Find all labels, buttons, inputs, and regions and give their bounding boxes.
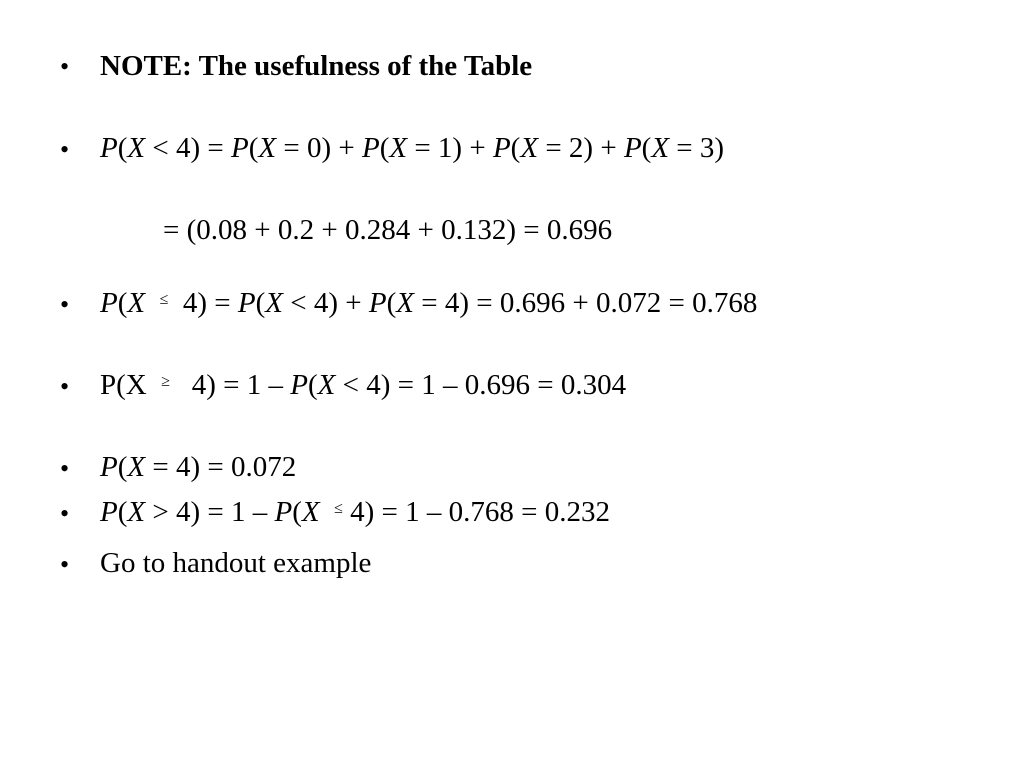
leq-symbol: ≤ [159, 291, 169, 308]
math-p: P [361, 132, 380, 164]
math-x: X [258, 132, 277, 164]
math-x: X [265, 287, 284, 319]
math-text: ( [292, 496, 302, 528]
math-text: ( [510, 132, 521, 164]
math-x: X [301, 496, 320, 528]
slide-line-p-geq-4 [100, 371, 626, 400]
slide-line-p-eq-4 [100, 453, 296, 482]
math-p: P [623, 132, 642, 164]
math-p: P [237, 287, 256, 319]
math-x: X [127, 496, 146, 528]
math-x: X [396, 287, 414, 319]
math-x: X [389, 132, 408, 164]
bullet-marker: • [60, 372, 70, 401]
bullet-marker: • [60, 550, 70, 579]
math-text: = 2) + [538, 132, 624, 164]
math-text: ( [117, 496, 128, 528]
math-text: > 4) = 1 – [145, 496, 275, 528]
math-x: X [127, 287, 146, 319]
math-p: P [274, 496, 293, 528]
slide-line-handout [100, 549, 371, 578]
math-text: 4) = [182, 287, 238, 319]
math-text: ( [248, 132, 259, 164]
bullet-marker: • [60, 52, 70, 81]
math-text: ( [117, 287, 128, 319]
bullet-marker: • [60, 454, 70, 483]
slide-line-note [100, 52, 532, 81]
math-text: P(X [100, 369, 147, 401]
slide-line-p-less-than-4 [100, 134, 724, 163]
math-p: P [100, 287, 118, 319]
math-x: X [127, 451, 146, 483]
math-text: = 4) = 0.072 [145, 451, 297, 483]
math-text: 4) = 1 – 0.768 = 0.232 [350, 496, 610, 528]
math-p: P [290, 369, 308, 401]
slide-line-p-leq-4 [100, 289, 757, 318]
bullet-marker: • [60, 290, 70, 319]
math-text: = 0) + [276, 132, 362, 164]
math-text: ( [386, 287, 397, 319]
math-p: P [492, 132, 511, 164]
math-text: = 1) + [407, 132, 493, 164]
leq-symbol: ≤ [334, 500, 343, 517]
math-p: P [100, 132, 118, 164]
math-x: X [651, 132, 670, 164]
note-heading: NOTE: The usefulness of the Table [100, 50, 533, 82]
math-p: P [100, 451, 118, 483]
math-x: X [127, 132, 146, 164]
math-text: < 4) + [283, 287, 369, 319]
math-p: P [368, 287, 387, 319]
slide-line-p-greater-4 [100, 498, 610, 527]
math-text: ( [308, 369, 318, 401]
handout-text: Go to handout example [100, 547, 372, 579]
math-x: X [317, 369, 336, 401]
math-text: = 3) [669, 132, 725, 164]
slide-line-sum [163, 216, 612, 245]
math-x: X [520, 132, 539, 164]
math-text: 4) = 1 – [191, 369, 291, 401]
bullet-marker: • [60, 135, 70, 164]
math-text: ( [379, 132, 390, 164]
geq-symbol: ≥ [161, 373, 171, 390]
math-p: P [230, 132, 249, 164]
math-text: < 4) = 1 – 0.696 = 0.304 [335, 369, 627, 401]
math-text: < 4) = [145, 132, 231, 164]
math-text: ( [117, 451, 128, 483]
math-text: ( [255, 287, 266, 319]
sum-text: = (0.08 + 0.2 + 0.284 + 0.132) = 0.696 [163, 214, 613, 246]
math-text: ( [117, 132, 128, 164]
math-text: = 4) = 0.696 + 0.072 = 0.768 [414, 287, 758, 319]
math-text: ( [641, 132, 652, 164]
math-p: P [100, 496, 118, 528]
bullet-marker: • [60, 499, 70, 528]
